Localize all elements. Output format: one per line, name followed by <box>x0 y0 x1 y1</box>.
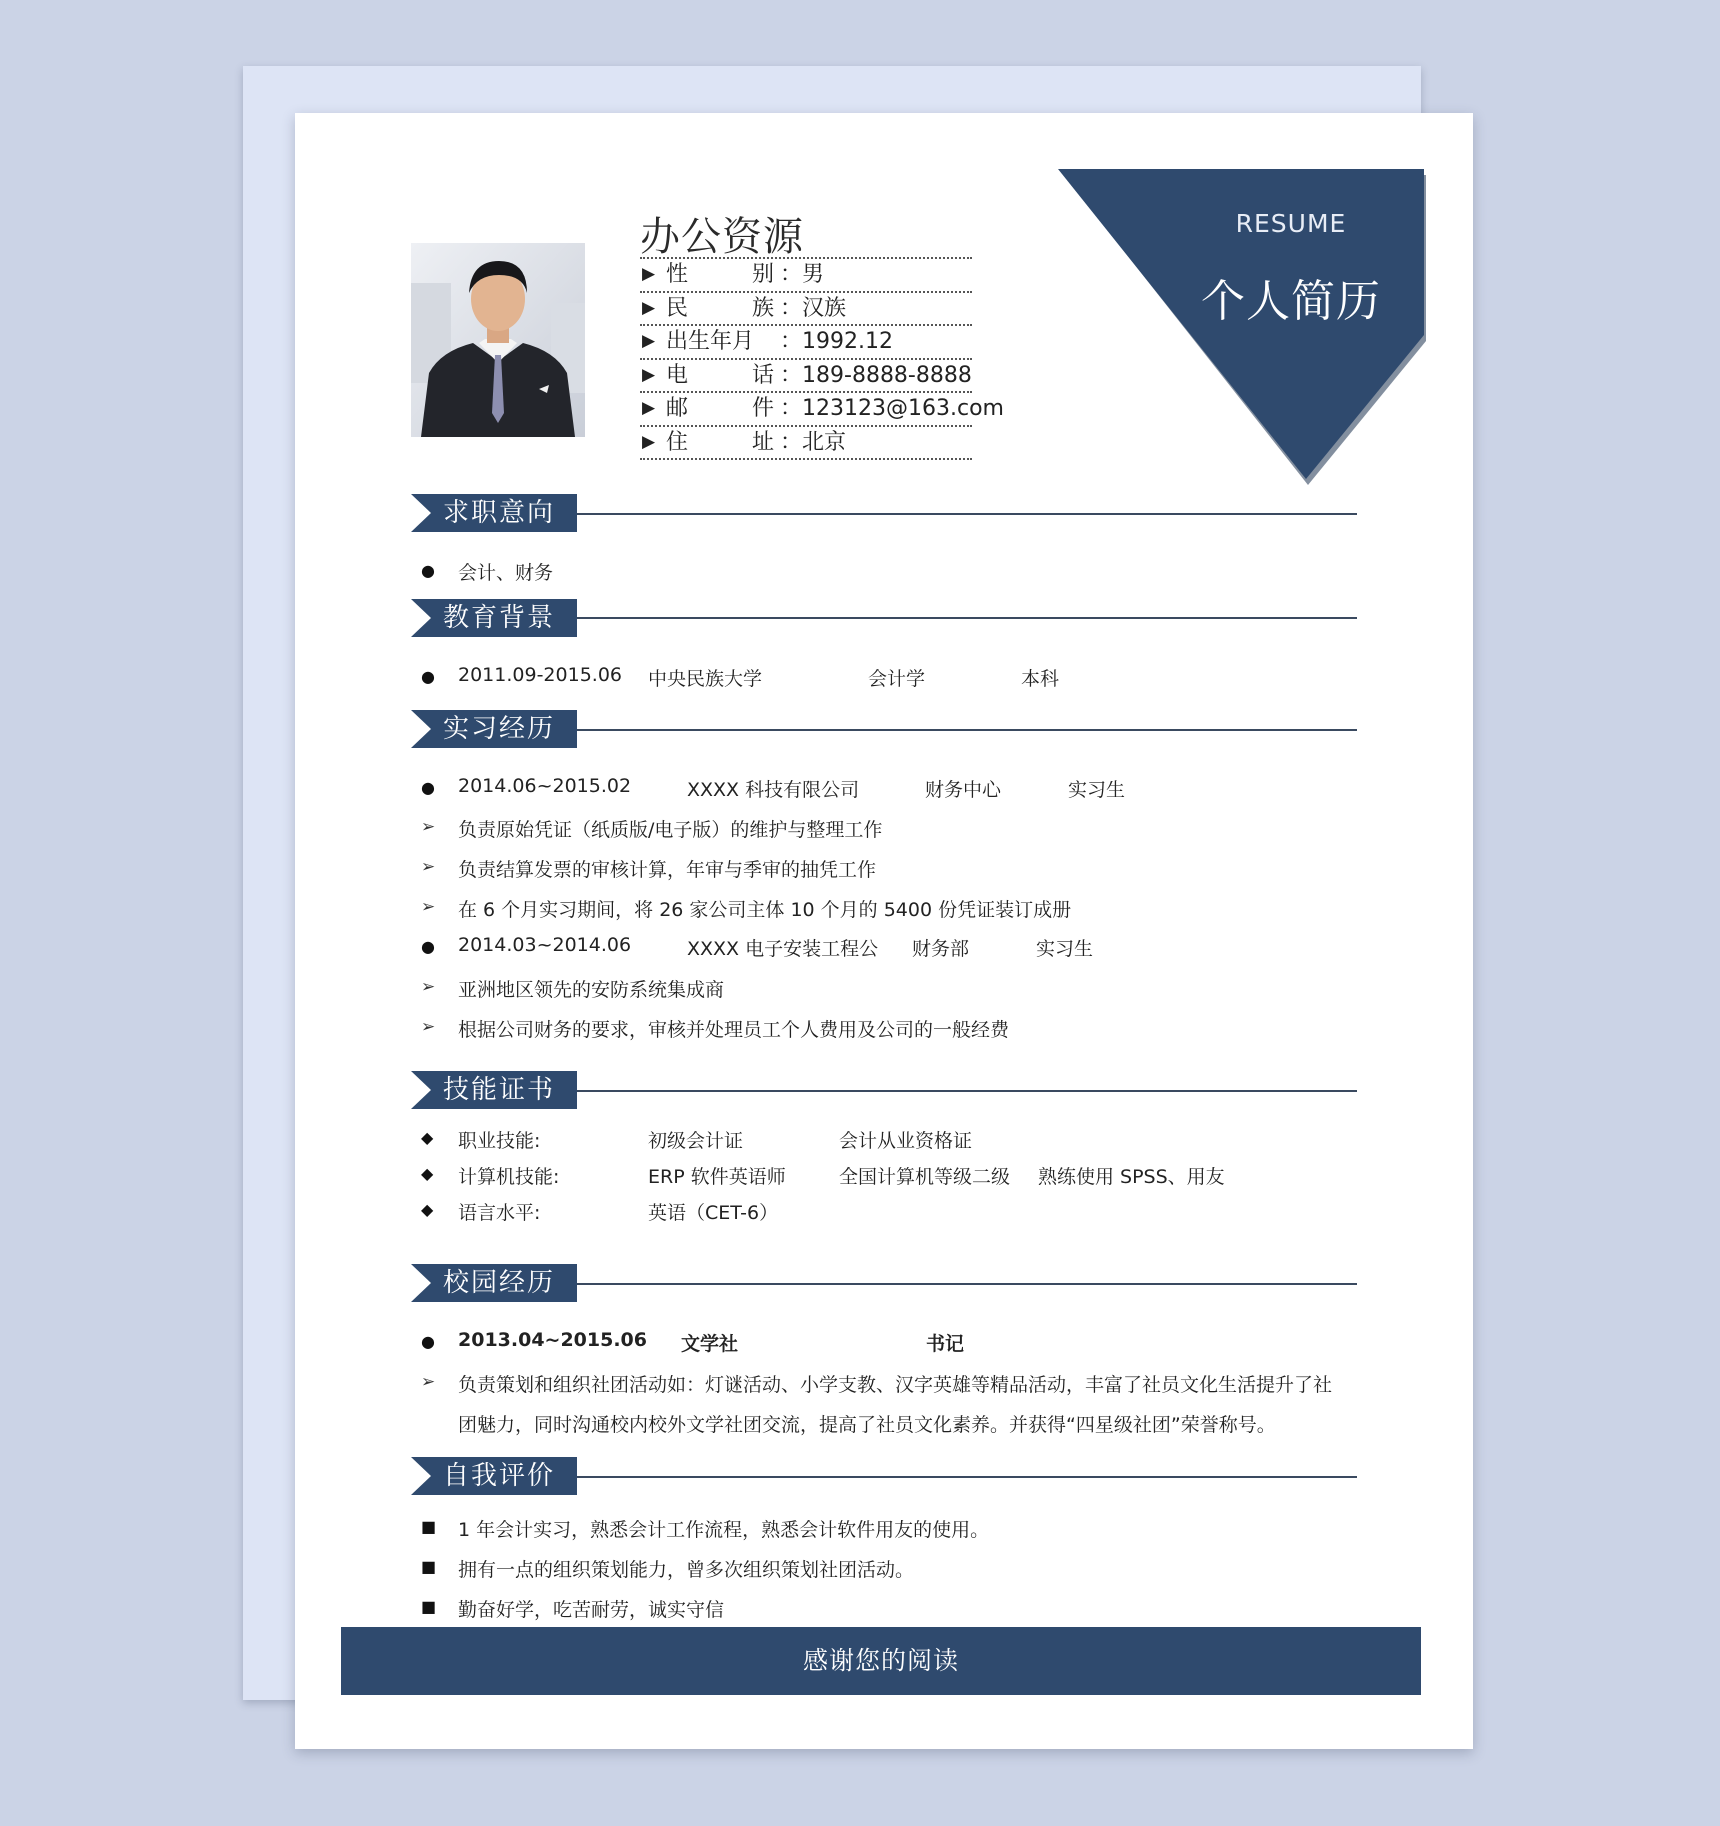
skill-item: ERP 软件英语师 <box>648 1166 786 1188</box>
job-company: XXXX 电子安装工程公 <box>687 938 879 960</box>
info-label: 邮 件 <box>666 396 774 421</box>
campus-detail-line1: 负责策划和组织社团活动如：灯谜活动、小学支教、汉字英雄等精品活动，丰富了社员文化生活提升了社 <box>458 1374 1333 1396</box>
info-row-birth <box>640 324 972 358</box>
skill-item: 全国计算机等级二级 <box>839 1166 1011 1188</box>
job-department: 财务部 <box>912 938 970 960</box>
dot-bullet-icon: ● <box>421 937 435 956</box>
diamond-bullet-icon: ◆ <box>421 1164 434 1183</box>
chevron-notch-icon <box>411 1071 431 1109</box>
section-header-intent: 求职意向 <box>411 494 577 532</box>
self-eval-item: 拥有一点的组织策划能力，曾多次组织策划社团活动。 <box>458 1559 915 1581</box>
resume-page <box>295 113 1473 1749</box>
info-value: ：北京 <box>780 429 847 455</box>
section-divider <box>577 729 1357 731</box>
info-row-address <box>640 425 972 461</box>
campus-org: 文学社 <box>681 1333 739 1355</box>
info-label: 民 族 <box>666 295 774 321</box>
education-period: 2011.09-2015.06 <box>458 664 622 686</box>
triangle-bullet-icon: ▶ <box>642 364 656 385</box>
info-value: ：男 <box>780 262 825 287</box>
arrow-bullet-icon: ➢ <box>421 977 436 997</box>
section-divider <box>577 617 1357 619</box>
skill-item: 会计从业资格证 <box>839 1130 973 1152</box>
triangle-bullet-icon: ▶ <box>642 331 656 351</box>
arrow-bullet-icon: ➢ <box>421 897 436 917</box>
education-degree: 本科 <box>1021 668 1060 690</box>
triangle-bullet-icon: ▶ <box>642 264 656 284</box>
arrow-bullet-icon: ➢ <box>421 1372 436 1392</box>
campus-detail-line2: 团魅力，同时沟通校内校外文学社团交流，提高了社员文化素养。并获得“四星级社团”荣誉称号。 <box>458 1414 1276 1436</box>
job-department: 财务中心 <box>925 779 1002 801</box>
self-eval-item: 1 年会计实习，熟悉会计工作流程，熟悉会计软件用友的使用。 <box>458 1519 990 1541</box>
job-detail: 亚洲地区领先的安防系统集成商 <box>458 979 725 1001</box>
info-label: 性 别 <box>666 262 774 287</box>
info-row-gender <box>640 257 972 291</box>
info-value: ：1992.12 <box>780 329 893 354</box>
info-row-phone <box>640 358 972 392</box>
section-divider <box>577 513 1357 515</box>
info-label: 住 址 <box>666 429 774 455</box>
dot-bullet-icon: ● <box>421 561 435 580</box>
intent-item: 会计、财务 <box>458 562 554 584</box>
job-company: XXXX 科技有限公司 <box>687 779 860 801</box>
chevron-notch-icon <box>411 710 431 748</box>
chevron-notch-icon <box>411 599 431 637</box>
skill-label: 语言水平: <box>458 1202 541 1224</box>
job-period: 2014.06~2015.02 <box>458 775 632 797</box>
candidate-name: 办公资源 <box>640 214 804 260</box>
section-divider <box>577 1283 1357 1285</box>
resume-label: RESUME <box>1235 209 1347 238</box>
square-bullet-icon: ■ <box>421 1517 437 1536</box>
education-school: 中央民族大学 <box>648 668 763 690</box>
education-major: 会计学 <box>868 668 926 690</box>
skill-item: 初级会计证 <box>648 1130 744 1152</box>
info-row-ethnicity <box>640 291 972 325</box>
info-value: ：189-8888-8888 <box>780 362 972 388</box>
section-header-self-evaluation: 自我评价 <box>411 1457 577 1495</box>
profile-photo <box>411 243 585 437</box>
info-label: 出生年月 <box>666 329 755 354</box>
square-bullet-icon: ■ <box>421 1557 437 1576</box>
info-label: 电 话 <box>666 362 774 388</box>
chevron-notch-icon <box>411 494 431 532</box>
square-bullet-icon: ■ <box>421 1597 437 1616</box>
section-header-skills: 技能证书 <box>411 1071 577 1109</box>
triangle-bullet-icon: ▶ <box>642 398 656 418</box>
job-role: 实习生 <box>1068 779 1126 801</box>
diamond-bullet-icon: ◆ <box>421 1200 434 1219</box>
triangle-bullet-icon: ▶ <box>642 297 656 318</box>
job-detail: 根据公司财务的要求，审核并处理员工个人费用及公司的一般经费 <box>458 1019 1010 1041</box>
chevron-notch-icon <box>411 1457 431 1495</box>
portrait-image <box>411 243 585 437</box>
job-detail: 在 6 个月实习期间，将 26 家公司主体 10 个月的 5400 份凭证装订成册 <box>458 899 1072 921</box>
job-detail: 负责原始凭证（纸质版/电子版）的维护与整理工作 <box>458 819 883 841</box>
info-row-email <box>640 391 1004 425</box>
skill-item: 熟练使用 SPSS、用友 <box>1038 1166 1225 1188</box>
section-divider <box>577 1090 1357 1092</box>
skill-item: 英语（CET-6） <box>648 1202 779 1224</box>
section-divider <box>577 1476 1357 1478</box>
arrow-bullet-icon: ➢ <box>421 857 436 877</box>
dot-bullet-icon: ● <box>421 1332 435 1351</box>
job-detail: 负责结算发票的审核计算，年审与季审的抽凭工作 <box>458 859 877 881</box>
dot-bullet-icon: ● <box>421 667 435 686</box>
triangle-bullet-icon: ▶ <box>642 431 656 452</box>
diamond-bullet-icon: ◆ <box>421 1128 434 1147</box>
info-value: ：123123@163.com <box>780 396 1004 421</box>
campus-period: 2013.04~2015.06 <box>458 1329 647 1351</box>
info-value: ：汉族 <box>780 295 847 321</box>
arrow-bullet-icon: ➢ <box>421 1017 436 1037</box>
job-role: 实习生 <box>1036 938 1094 960</box>
skill-label: 职业技能: <box>458 1130 541 1152</box>
section-header-internship: 实习经历 <box>411 710 577 748</box>
dot-bullet-icon: ● <box>421 778 435 797</box>
personal-info <box>640 257 1004 460</box>
arrow-bullet-icon: ➢ <box>421 817 436 837</box>
section-header-education: 教育背景 <box>411 599 577 637</box>
footer-banner: 感谢您的阅读 <box>341 1627 1421 1695</box>
section-header-campus: 校园经历 <box>411 1264 577 1302</box>
campus-role: 书记 <box>926 1333 965 1355</box>
self-eval-item: 勤奋好学，吃苦耐劳，诚实守信 <box>458 1599 725 1621</box>
chevron-notch-icon <box>411 1264 431 1302</box>
job-period: 2014.03~2014.06 <box>458 934 632 956</box>
resume-title: 个人简历 <box>1201 276 1381 327</box>
skill-label: 计算机技能: <box>458 1166 560 1188</box>
